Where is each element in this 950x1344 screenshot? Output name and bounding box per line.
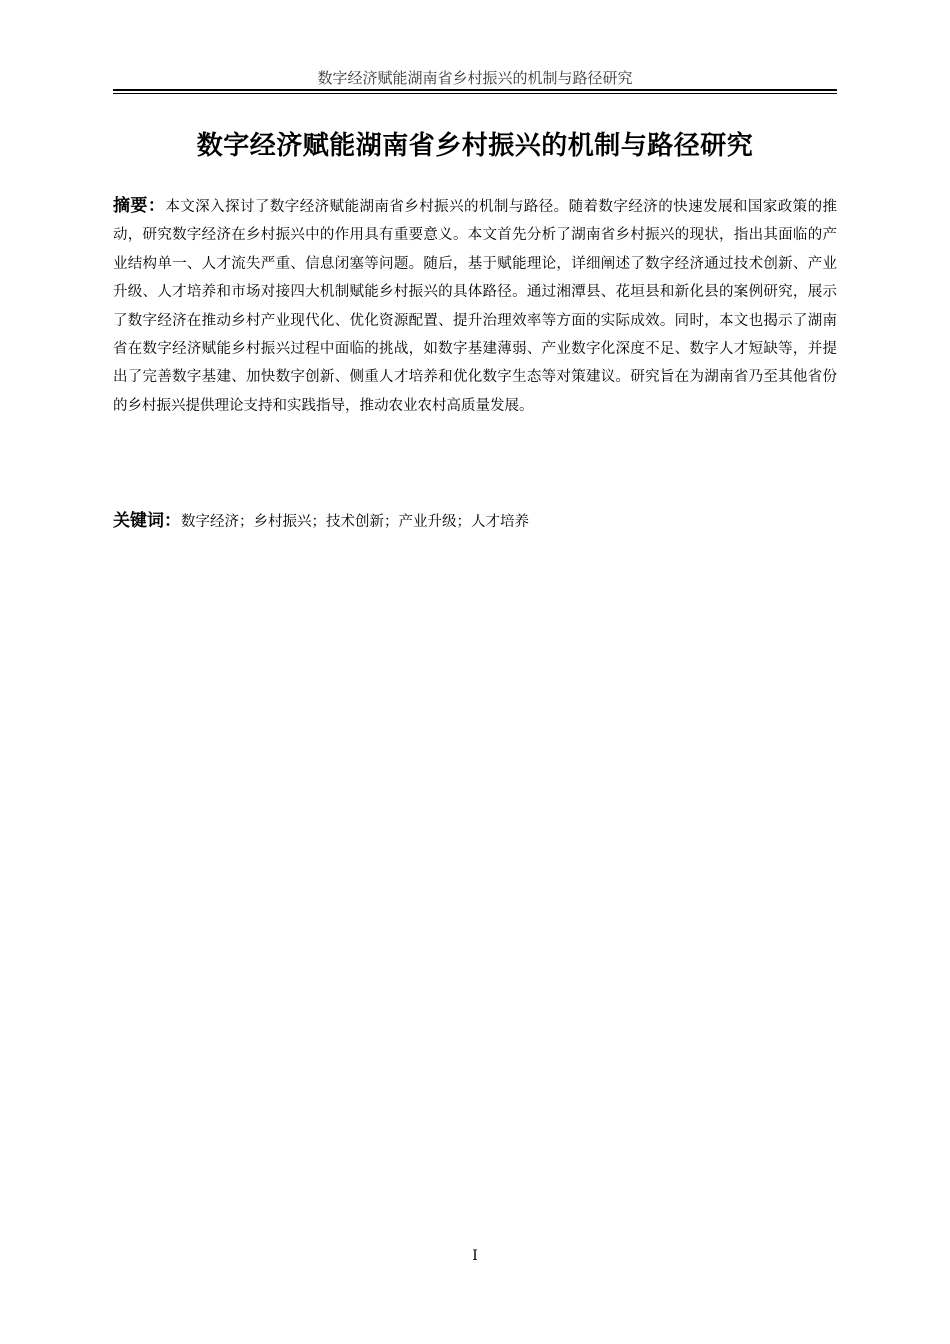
- abstract-label: 摘要：: [113, 196, 166, 216]
- abstract: [113, 192, 837, 420]
- keywords-text: 数字经济；乡村振兴；技术创新；产业升级；人才培养: [181, 514, 529, 530]
- header-rule-thin: [113, 93, 837, 94]
- keywords-label: 关键词：: [113, 511, 181, 531]
- keywords: [113, 507, 837, 536]
- paper-title: 数字经济赋能湖南省乡村振兴的机制与路径研究: [196, 131, 754, 161]
- abstract-text: 本文深入探讨了数字经济赋能湖南省乡村振兴的机制与路径。随着数字经济的快速发展和国家政策的推动，研究数字经济在乡村振兴中的作用具有重要意义。本文首先分析了湖南省乡村振兴的现状，指出其面临的产业结构单一、人才流失严重、信息闭塞等问题。随后，基于赋能理论，详细阐述了数字经济通过技术创新、产业升级、人才培养和市场对接四大机制赋能乡村振兴的具体路径。通过湘潭县、花垣县和新化县的案例研究，展示了数字经济在推动乡村产业现代化、优化资源配置、提升治理效率等方面的实际成效。同时，本文也揭示了湖南省在数字经济赋能乡村振兴过程中面临的挑战，如数字基建薄弱、产业数字化深度不足、数字人才短缺等，并提出了完善数字基建、加快数字创新、侧重人才培养和优化数字生态等对策建议。研究旨在为湖南省乃至其他省份的乡村振兴提供理论支持和实践指导，推动农业农村高质量发展。: [113, 199, 837, 414]
- running-header-title: 数字经济赋能湖南省乡村振兴的机制与路径研究: [317, 69, 633, 87]
- page-number: I: [472, 1248, 478, 1264]
- running-header: [113, 68, 837, 94]
- header-rule-thick: [113, 89, 837, 91]
